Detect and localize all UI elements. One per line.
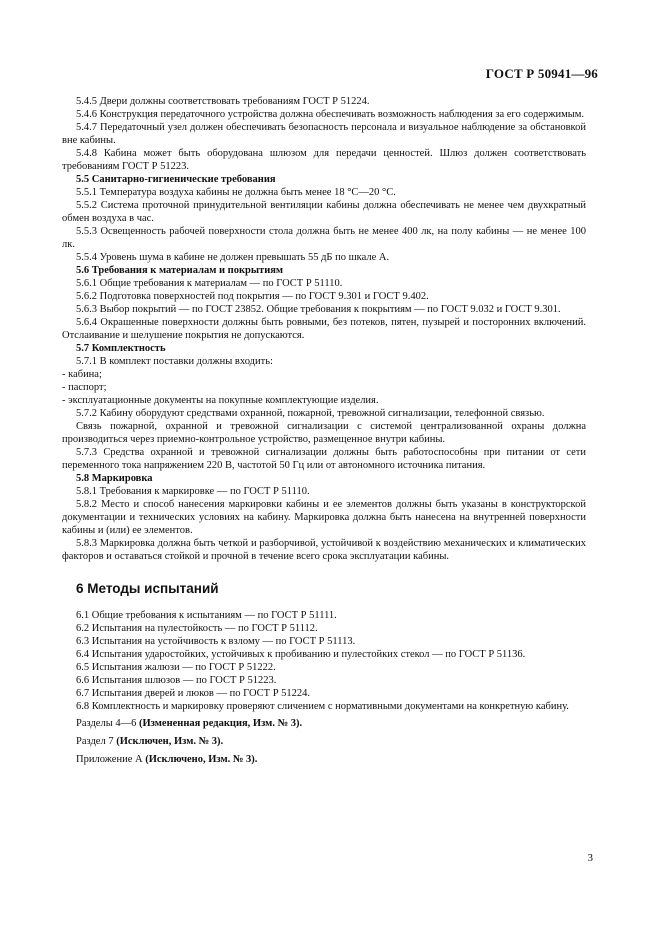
- clause-5-4-5: 5.4.5 Двери должны соответствовать требованиям ГОСТ Р 51224.: [76, 96, 370, 107]
- clause-6-7: 6.7 Испытания дверей и люков — по ГОСТ Р 51224.: [76, 688, 311, 699]
- clause-5-7-2-continued: Связь пожарной, охранной и тревожной сигнализации с системой централизованной охраны должна производиться через приемно-контрольное устройство, размещенное внутри кабины.: [62, 421, 586, 445]
- clause-6-8: 6.8 Комплектность и маркировку проверяют сличением с нормативными документами на конкретную кабину.: [76, 701, 569, 712]
- clause-5-8-2: 5.8.2 Место и способ нанесения маркировки кабины и ее элементов должны быть указаны в конструкторской документации и технических условиях на кабину. Маркировка должна быть нанесена на внутренней поверхности кабины и (или) ее элементов.: [62, 499, 586, 536]
- clause-5-7-1: 5.7.1 В комплект поставки должны входить:: [76, 356, 273, 367]
- note-prefix: Раздел 7: [76, 736, 114, 747]
- clause-5-6-2: 5.6.2 Подготовка поверхностей под покрытия — по ГОСТ 9.301 и ГОСТ 9.402.: [76, 291, 429, 302]
- clause-5-5-4: 5.5.4 Уровень шума в кабине не должен превышать 55 дБ по шкале А.: [76, 252, 390, 263]
- list-item: - эксплуатационные документы на покупные комплектующие изделия.: [62, 395, 379, 406]
- clause-6-3: 6.3 Испытания на устойчивость к взлому — по ГОСТ Р 51113.: [76, 636, 356, 647]
- clause-5-5-1: 5.5.1 Температура воздуха кабины не должна быть менее 18 °С—20 °С.: [76, 187, 396, 198]
- clause-5-7-3: 5.7.3 Средства охранной и тревожной сигнализации должны быть работоспособны при питании от сети переменного тока напряжением 220 В, частотой 50 Гц или от автономного источника питания.: [62, 447, 586, 471]
- page-number: 3: [587, 852, 593, 864]
- note-amendment: (Измененная редакция, Изм. № 3).: [139, 718, 303, 729]
- clause-6-4: 6.4 Испытания ударостойких, устойчивых к пробиванию и пулестойких стекол — по ГОСТ Р 51136.: [76, 649, 526, 660]
- clause-5-4-6: 5.4.6 Конструкция передаточного устройства должна обеспечивать возможность наблюдения за его содержимым.: [76, 109, 585, 120]
- note-prefix: Приложение А: [76, 754, 143, 765]
- clause-5-8-1: 5.8.1 Требования к маркировке — по ГОСТ Р 51110.: [76, 486, 310, 497]
- amendment-note-appendix-a: [62, 753, 586, 766]
- clause-5-7-2: 5.7.2 Кабину оборудуют средствами охранной, пожарной, тревожной сигнализации, телефонной связью.: [76, 408, 545, 419]
- clause-6-6: 6.6 Испытания шлюзов — по ГОСТ Р 51223.: [76, 675, 277, 686]
- clause-5-5-2: 5.5.2 Система проточной принудительной вентиляции кабины должна обеспечивать не менее чем двухкратный обмен воздуха в час.: [62, 200, 586, 224]
- note-amendment: (Исключено, Изм. № 3).: [145, 754, 258, 765]
- list-item: - паспорт;: [62, 382, 107, 393]
- note-amendment: (Исключен, Изм. № 3).: [116, 736, 224, 747]
- section-heading-5-5: 5.5 Санитарно-гигиенические требования: [76, 174, 276, 185]
- clause-5-6-1: 5.6.1 Общие требования к материалам — по ГОСТ Р 51110.: [76, 278, 343, 289]
- section-heading-5-7: 5.7 Комплектность: [76, 343, 166, 354]
- clause-5-4-8: 5.4.8 Кабина может быть оборудована шлюзом для передачи ценностей. Шлюз должен соответствовать требованиям ГОСТ Р 51223.: [62, 148, 586, 172]
- clause-5-5-3: 5.5.3 Освещенность рабочей поверхности стола должна быть не менее 400 лк, на полу кабины — не менее 100 лк.: [62, 226, 586, 250]
- amendment-note-sections-4-6: [62, 717, 586, 730]
- list-item: - кабина;: [62, 369, 102, 380]
- clause-5-4-7: 5.4.7 Передаточный узел должен обеспечивать безопасность персонала и визуальное наблюдение за обстановкой вне кабины.: [62, 122, 586, 146]
- note-prefix: Разделы 4—6: [76, 718, 137, 729]
- section-heading-5-8: 5.8 Маркировка: [76, 473, 153, 484]
- clause-5-6-3: 5.6.3 Выбор покрытий — по ГОСТ 23852. Общие требования к покрытиям — по ГОСТ 9.032 и ГОСТ 9.301.: [76, 304, 561, 315]
- clause-5-8-3: 5.8.3 Маркировка должна быть четкой и разборчивой, устойчивой к воздействию механических и климатических факторов и оставаться стойкой и прочной в течение всего срока эксплуатации кабины.: [62, 538, 586, 562]
- clause-6-2: 6.2 Испытания на пулестойкость — по ГОСТ Р 51112.: [76, 623, 318, 634]
- document-code-header: ГОСТ Р 50941—96: [485, 66, 598, 81]
- clause-6-1: 6.1 Общие требования к испытаниям — по ГОСТ Р 51111.: [76, 610, 337, 621]
- section-heading-5-6: 5.6 Требования к материалам и покрытиям: [76, 265, 284, 276]
- section-heading-6: 6 Методы испытаний: [76, 581, 219, 596]
- clause-6-5: 6.5 Испытания жалюзи — по ГОСТ Р 51222.: [76, 662, 276, 673]
- clause-5-6-4: 5.6.4 Окрашенные поверхности должны быть ровными, без потеков, пятен, пузырей и посторонних включений. Отслаивание и шелушение покрытия не допускаются.: [62, 317, 586, 341]
- document-body: [62, 95, 586, 766]
- amendment-note-section-7: [62, 735, 586, 748]
